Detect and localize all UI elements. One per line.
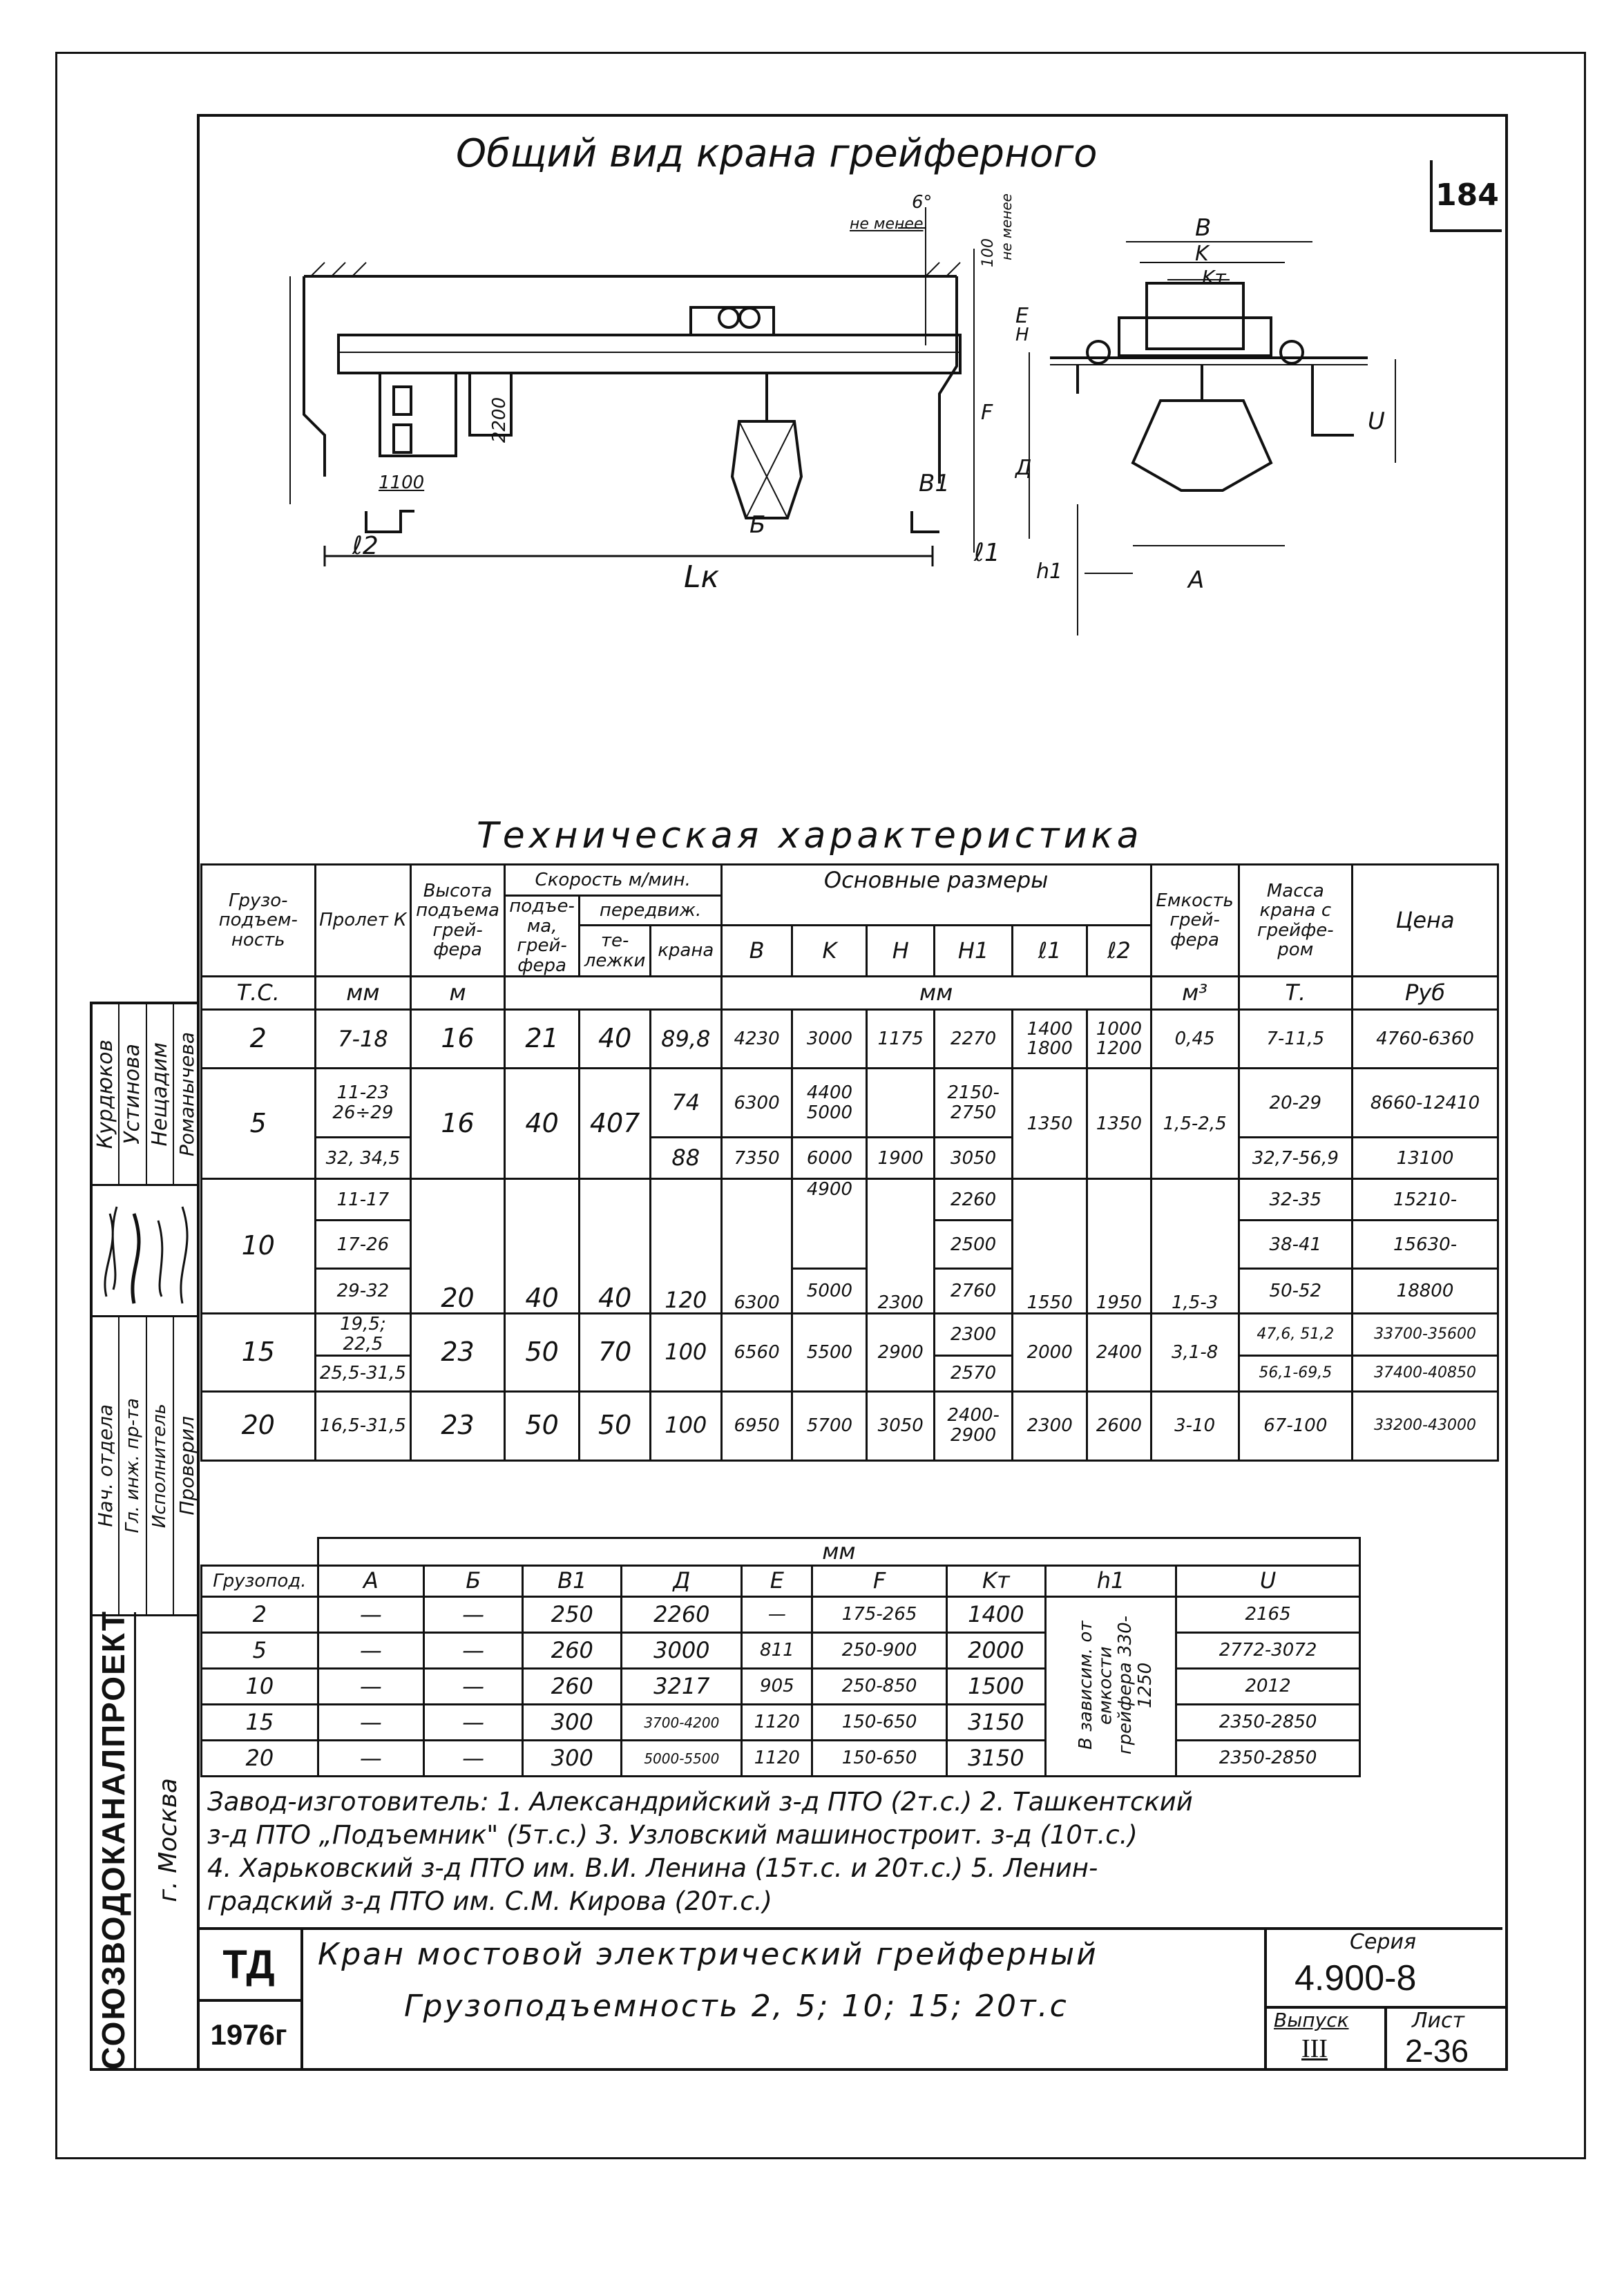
stamp-name: Устинова <box>120 1044 145 1145</box>
cell: 3150 <box>946 1741 1045 1777</box>
cell: — <box>742 1597 812 1633</box>
cell: 15630- <box>1353 1221 1498 1269</box>
cell: 29-32 <box>315 1269 411 1314</box>
cell: 10 <box>202 1179 316 1314</box>
cell: 3000 <box>792 1010 867 1069</box>
td-label: ТД <box>222 1942 275 1987</box>
dim-corner <box>202 1538 318 1566</box>
year-box <box>197 2002 303 2068</box>
cell: 2400-2900 <box>935 1391 1013 1460</box>
cell: 56,1-69,5 <box>1239 1355 1353 1391</box>
stamp-name-cell <box>174 1004 200 1184</box>
cell: 3,1-8 <box>1151 1314 1239 1391</box>
cell: 3217 <box>622 1669 742 1705</box>
cell: 15 <box>202 1705 318 1741</box>
cell: — <box>318 1597 423 1633</box>
dim-header: B1 <box>523 1566 622 1597</box>
cell: 1175 <box>867 1010 935 1069</box>
label-b1: B1 <box>919 470 950 497</box>
cell: 15 <box>202 1314 316 1391</box>
label-dim-1100: 1100 <box>379 472 425 493</box>
unit-mass: Т. <box>1239 977 1353 1010</box>
issue-box <box>1264 2009 1387 2068</box>
cell: 50-52 <box>1239 1269 1353 1314</box>
stamp-name-cell <box>147 1004 174 1184</box>
stamp-org: СОЮЗВОДОКАНАЛПРОЕКТ <box>95 1610 131 2070</box>
th-span: Пролет К <box>315 865 411 977</box>
cell: 25,5-31,5 <box>315 1355 411 1391</box>
cell: 1,5-2,5 <box>1151 1069 1239 1179</box>
label-d: Д <box>1015 456 1032 480</box>
cell: — <box>424 1633 523 1669</box>
cell: 5700 <box>792 1391 867 1460</box>
cell: 2600 <box>1087 1391 1152 1460</box>
series-label: Серия <box>1350 1930 1416 1954</box>
stamp-names <box>93 1004 200 1184</box>
cell: 1000 1200 <box>1087 1010 1152 1069</box>
label-b-small: Б <box>749 511 766 539</box>
stamp-roles <box>93 1315 200 1616</box>
cell: 2772-3072 <box>1176 1633 1360 1669</box>
dim-header: Грузопод. <box>202 1566 318 1597</box>
table-row <box>202 1010 1498 1069</box>
cell: 2900 <box>867 1314 935 1391</box>
cell: 300 <box>523 1705 622 1741</box>
cell: 1350 <box>1087 1069 1152 1179</box>
cell: 1350 <box>1013 1069 1087 1179</box>
cell: 1900 <box>867 1138 935 1179</box>
cell: 1550 <box>1013 1179 1087 1314</box>
cell-line: 4400 <box>806 1082 853 1104</box>
cell: 32,7-56,9 <box>1239 1138 1353 1179</box>
label-u: U <box>1368 408 1385 435</box>
cell: 6300 <box>721 1069 792 1138</box>
cell: 2260 <box>622 1597 742 1633</box>
th-k: K <box>792 925 867 977</box>
cell: 905 <box>742 1669 812 1705</box>
th-dims: Основные размеры <box>721 865 1151 896</box>
cell: 23 <box>411 1314 505 1391</box>
sheet-label: Лист <box>1412 2009 1465 2033</box>
cell: 811 <box>742 1633 812 1669</box>
label-dim-100: 100 <box>980 238 997 267</box>
cell: 5500 <box>792 1314 867 1391</box>
cell: 89,8 <box>650 1010 721 1069</box>
cell: 11-17 <box>315 1179 411 1221</box>
cell: 250 <box>523 1597 622 1633</box>
cell: 6560 <box>721 1314 792 1391</box>
cell: 18800 <box>1353 1269 1498 1314</box>
cell: 2570 <box>935 1355 1013 1391</box>
cell: 260 <box>523 1669 622 1705</box>
table-row <box>202 1705 1360 1741</box>
cell: 3050 <box>935 1138 1013 1179</box>
label-big-b: B <box>1195 214 1212 242</box>
crane-name-line1: Кран мостовой электрический грейферный <box>318 1937 1098 1972</box>
label-not-less: не менее <box>850 216 924 233</box>
stamp-role-cell <box>93 1317 120 1614</box>
sheet-number: 184 <box>1435 177 1499 213</box>
cell: 3000 <box>622 1633 742 1669</box>
cell: 67-100 <box>1239 1391 1353 1460</box>
cell: 1950 <box>1087 1179 1152 1314</box>
cell: 150-650 <box>812 1705 946 1741</box>
stamp-role-cell <box>147 1317 174 1614</box>
cell-line: 5000 <box>806 1102 853 1123</box>
h1-note: В зависим. от емкости грейфера 330-1250 <box>1076 1616 1156 1755</box>
cell: 3050 <box>867 1391 935 1460</box>
cell: 250-850 <box>812 1669 946 1705</box>
label-e: E <box>1015 304 1029 328</box>
cell: — <box>318 1669 423 1705</box>
table-row <box>202 1669 1360 1705</box>
cell: 16 <box>411 1010 505 1069</box>
dim-unit: мм <box>318 1538 1359 1566</box>
label-l1: ℓ1 <box>974 539 1000 567</box>
stamp-name: Нещадим <box>147 1042 172 1147</box>
dim-header: A <box>318 1566 423 1597</box>
cell: 3700-4200 <box>622 1705 742 1741</box>
cell: 7-11,5 <box>1239 1010 1353 1069</box>
table-row <box>202 1633 1360 1669</box>
table-row <box>202 1138 1498 1179</box>
cell: 300 <box>523 1741 622 1777</box>
cell: — <box>424 1705 523 1741</box>
th-l1: ℓ1 <box>1013 925 1087 977</box>
cell-line: 26÷29 <box>332 1102 394 1123</box>
cell: 19,5; 22,5 <box>315 1314 411 1355</box>
cell: 13100 <box>1353 1138 1498 1179</box>
label-lk: Lк <box>684 560 720 595</box>
label-h1: h1 <box>1036 560 1063 584</box>
th-speed-trolley: те-лежки <box>580 925 650 977</box>
cell: 6950 <box>721 1391 792 1460</box>
dim-header: Kт <box>946 1566 1045 1597</box>
issue-value: III <box>1301 2034 1328 2063</box>
label-f: F <box>981 401 993 425</box>
cell: 5 <box>202 1069 316 1179</box>
cell: 6300 <box>721 1179 792 1314</box>
stamp-name-cell <box>93 1004 120 1184</box>
cell: 5 <box>202 1633 318 1669</box>
cell: 4760-6360 <box>1353 1010 1498 1069</box>
cell <box>935 1069 1013 1138</box>
cell: 88 <box>650 1138 721 1179</box>
unit-price: Руб <box>1353 977 1498 1010</box>
table-row <box>202 1069 1498 1138</box>
cell: 23 <box>411 1391 505 1460</box>
unit-capacity: Т.С. <box>202 977 316 1010</box>
unit-speed-blank <box>504 977 721 1010</box>
cell: 2270 <box>935 1010 1013 1069</box>
cell: 70 <box>580 1314 650 1391</box>
unit-span: мм <box>315 977 411 1010</box>
cell: 33200-43000 <box>1353 1391 1498 1460</box>
unit-volume: м³ <box>1151 977 1239 1010</box>
cell: 2300 <box>935 1314 1013 1355</box>
dim-table <box>200 1537 1361 1777</box>
cell: 1400 1800 <box>1013 1010 1087 1069</box>
side-stamp <box>90 1002 200 2071</box>
cell: 8660-12410 <box>1353 1069 1498 1138</box>
cell: 250-900 <box>812 1633 946 1669</box>
cell: 2400 <box>1087 1314 1152 1391</box>
cell <box>792 1069 867 1138</box>
cell: 20-29 <box>1239 1069 1353 1138</box>
tech-table <box>200 863 1499 1462</box>
title-block <box>197 1927 1502 2068</box>
note-line: Завод-изготовитель: 1. Александрийский з-д ПТО (2т.с.) 2. Ташкентский <box>207 1787 1193 1817</box>
cell: — <box>424 1597 523 1633</box>
dim-header: Д <box>622 1566 742 1597</box>
tech-title: Техническая характеристика <box>477 815 1143 857</box>
manufacturer-notes <box>207 1786 1492 1918</box>
stamp-city-col <box>136 1612 200 2068</box>
sheet-value: 2-36 <box>1405 2033 1469 2069</box>
cell-line: 2750 <box>950 1102 997 1123</box>
dim-header: h1 <box>1045 1566 1176 1597</box>
stamp-org-col <box>93 1612 136 2068</box>
th-h: H <box>867 925 935 977</box>
drawing-title: Общий вид крана грейферного <box>456 131 1098 176</box>
cell: 2 <box>202 1010 316 1069</box>
cell: 2000 <box>946 1633 1045 1669</box>
table-row <box>202 1179 1498 1221</box>
cell: 2260 <box>935 1179 1013 1221</box>
cell: 2300 <box>867 1179 935 1314</box>
cell-line: 2150- <box>947 1082 1000 1104</box>
cell: 2760 <box>935 1269 1013 1314</box>
cell <box>315 1069 411 1138</box>
cell: 40 <box>580 1010 650 1069</box>
label-l2: ℓ2 <box>352 532 379 560</box>
cell-line: 11-23 <box>336 1082 390 1104</box>
cell: 407 <box>580 1069 650 1179</box>
cell: 7-18 <box>315 1010 411 1069</box>
cell: 5000-5500 <box>622 1741 742 1777</box>
th-l2: ℓ2 <box>1087 925 1152 977</box>
th-b: B <box>721 925 792 977</box>
cell: 33700-35600 <box>1353 1314 1498 1355</box>
dim-header: F <box>812 1566 946 1597</box>
th-dims-spacer <box>721 896 1151 926</box>
cell: 1,5-3 <box>1151 1179 1239 1314</box>
th-h1: H1 <box>935 925 1013 977</box>
note-line: з-д ПТО „Подъемник" (5т.с.) 3. Узловский машиностроит. з-д (10т.с.) <box>207 1820 1138 1850</box>
cell: 40 <box>504 1179 580 1314</box>
th-volume: Емкость грей-фера <box>1151 865 1239 977</box>
cell: 16,5-31,5 <box>315 1391 411 1460</box>
note-line: 4. Харьковский з-д ПТО им. В.И. Ленина (15т.с. и 20т.с.) 5. Ленин- <box>207 1853 1098 1883</box>
sheet-box <box>1384 2009 1502 2068</box>
cell: 1500 <box>946 1669 1045 1705</box>
h1-note-cell <box>1045 1597 1176 1777</box>
cell: 2000 <box>1013 1314 1087 1391</box>
cell: 40 <box>504 1069 580 1179</box>
cell: 4900 <box>792 1179 867 1269</box>
cell: 37400-40850 <box>1353 1355 1498 1391</box>
cell: 3-10 <box>1151 1391 1239 1460</box>
dim-header: Б <box>424 1566 523 1597</box>
cell: 2500 <box>935 1221 1013 1269</box>
th-mass: Масса крана с грейфе-ром <box>1239 865 1353 977</box>
cell: 1120 <box>742 1741 812 1777</box>
cell: 3150 <box>946 1705 1045 1741</box>
cell: 74 <box>650 1069 721 1138</box>
table-row <box>202 1269 1498 1314</box>
cell: — <box>318 1705 423 1741</box>
signature-scribbles <box>93 1186 200 1317</box>
series-box <box>1264 1930 1505 2009</box>
cell <box>867 1069 935 1138</box>
unit-height: м <box>411 977 505 1010</box>
stamp-role-cell <box>120 1317 146 1614</box>
th-speed-travel: передвиж. <box>580 896 721 926</box>
cell: 2350-2850 <box>1176 1705 1360 1741</box>
cell: 47,6, 51,2 <box>1239 1314 1353 1355</box>
cell: 100 <box>650 1391 721 1460</box>
cell: 20 <box>411 1179 505 1314</box>
year-label: 1976г <box>210 2018 287 2051</box>
cell: — <box>424 1741 523 1777</box>
cell: 175-265 <box>812 1597 946 1633</box>
cell: 50 <box>580 1391 650 1460</box>
table-row <box>202 1391 1498 1460</box>
table-row <box>202 1314 1498 1355</box>
cell: 15210- <box>1353 1179 1498 1221</box>
crane-name-line2: Грузоподъемность 2, 5; 10; 15; 20т.с <box>404 1989 1069 2024</box>
cell: 20 <box>202 1391 316 1460</box>
cell: 0,45 <box>1151 1010 1239 1069</box>
stamp-role: Нач. отдела <box>94 1404 117 1527</box>
cell: 100 <box>650 1314 721 1391</box>
cell: 20 <box>202 1741 318 1777</box>
ceiling-hatch <box>311 262 960 276</box>
cell: 1120 <box>742 1705 812 1741</box>
label-dim-2200: 2200 <box>489 397 510 443</box>
label-k: K <box>1195 242 1209 266</box>
cell: 1400 <box>946 1597 1045 1633</box>
cell: — <box>318 1741 423 1777</box>
dim-header: E <box>742 1566 812 1597</box>
cell: 16 <box>411 1069 505 1179</box>
cell: 4230 <box>721 1010 792 1069</box>
table-row <box>202 1741 1360 1777</box>
stamp-role-cell <box>174 1317 200 1614</box>
cell: 2012 <box>1176 1669 1360 1705</box>
label-a: A <box>1188 566 1205 594</box>
unit-dims: мм <box>721 977 1151 1010</box>
cell: 2 <box>202 1597 318 1633</box>
th-speed-lift: подъе-ма, грей-фера <box>504 896 580 977</box>
cell: 120 <box>650 1179 721 1314</box>
stamp-city: г. Москва <box>153 1778 182 1902</box>
dim-header: U <box>1176 1566 1360 1597</box>
label-not-less-2: не менее <box>998 193 1015 260</box>
cell: — <box>424 1669 523 1705</box>
th-speed-crane: крана <box>650 925 721 977</box>
cell: 50 <box>504 1391 580 1460</box>
th-height: Высота подъема грей-фера <box>411 865 505 977</box>
stamp-name: Романычева <box>175 1031 198 1157</box>
cell: 5000 <box>792 1269 867 1314</box>
label-kt: Kт <box>1202 266 1226 289</box>
cell: 32, 34,5 <box>315 1138 411 1179</box>
cell: — <box>318 1633 423 1669</box>
stamp-signatures <box>93 1184 200 1317</box>
series-value: 4.900-8 <box>1295 1958 1417 1998</box>
cell: 2350-2850 <box>1176 1741 1360 1777</box>
note-line: градский з-д ПТО им. С.М. Кирова (20т.с.) <box>207 1886 772 1916</box>
label-angle: 6° <box>912 192 933 213</box>
crane-drawing <box>207 187 1492 670</box>
stamp-name: Курдюков <box>93 1039 118 1149</box>
cell: 2300 <box>1013 1391 1087 1460</box>
cell: 2165 <box>1176 1597 1360 1633</box>
cell: 50 <box>504 1314 580 1391</box>
cell: 40 <box>580 1179 650 1314</box>
cell: 17-26 <box>315 1221 411 1269</box>
cell: 6000 <box>792 1138 867 1179</box>
stamp-name-cell <box>120 1004 146 1184</box>
th-price: Цена <box>1353 865 1498 977</box>
td-box <box>197 1930 303 2002</box>
cell: 7350 <box>721 1138 792 1179</box>
cell: 260 <box>523 1633 622 1669</box>
th-capacity: Грузо-подъем-ность <box>202 865 316 977</box>
cell: 10 <box>202 1669 318 1705</box>
label-h: H <box>1015 325 1029 345</box>
cell: 21 <box>504 1010 580 1069</box>
issue-label: Выпуск <box>1274 2009 1349 2031</box>
cell: 32-35 <box>1239 1179 1353 1221</box>
stamp-role: Гл. инж. пр-та <box>122 1398 143 1533</box>
cell: 150-650 <box>812 1741 946 1777</box>
th-speed: Скорость м/мин. <box>504 865 721 896</box>
table-row <box>202 1597 1360 1633</box>
cell: 38-41 <box>1239 1221 1353 1269</box>
stamp-role: Проверил <box>175 1416 198 1515</box>
stamp-role: Исполнитель <box>149 1403 171 1529</box>
